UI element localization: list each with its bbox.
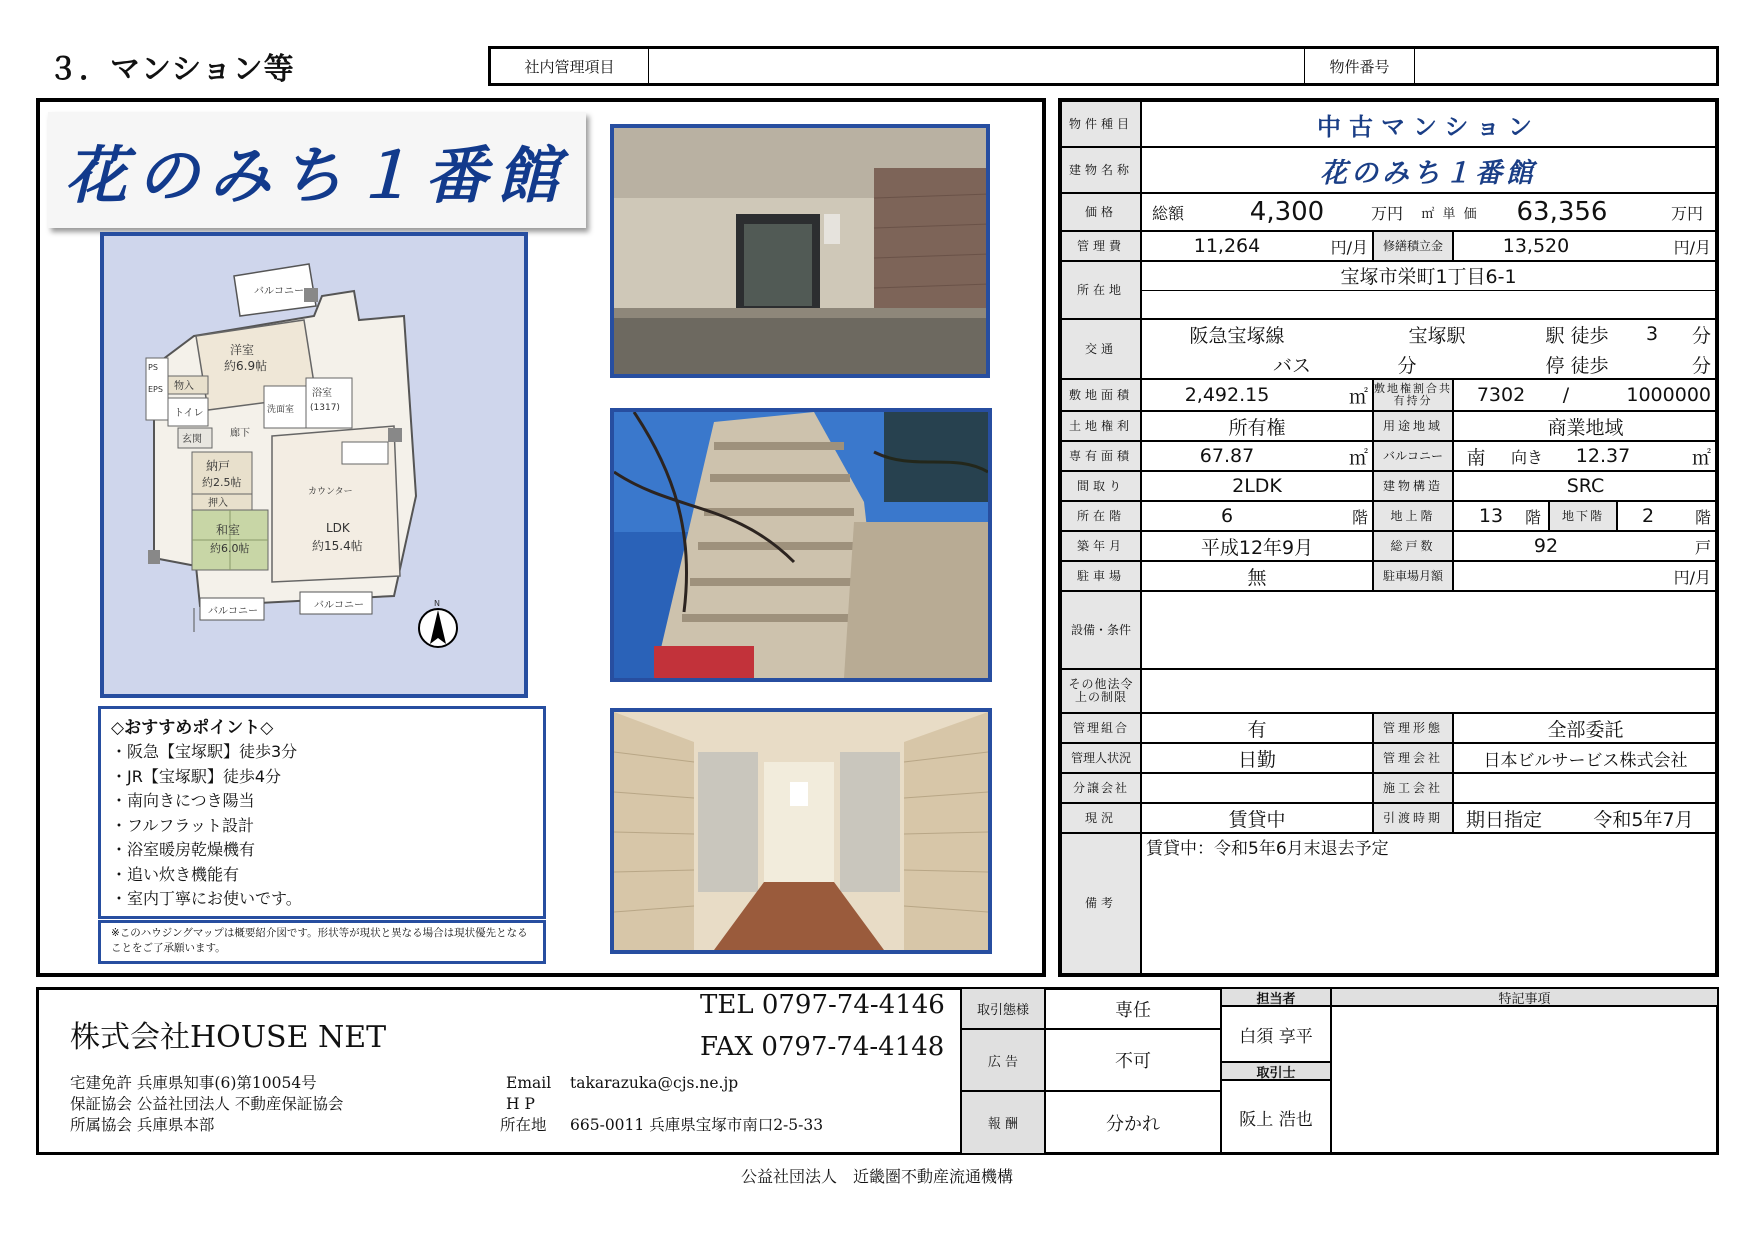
property-no-value[interactable] — [1415, 49, 1716, 83]
property-no-label: 物件番号 — [1305, 49, 1415, 83]
row-manager — [1062, 744, 1715, 774]
organization-name: 公益社団法人 近畿圏不動産流通機構 — [740, 1167, 1013, 1186]
fp-north: N — [434, 599, 440, 608]
mgmt-form-value: 全部委託 — [1547, 718, 1624, 741]
special-notes-label: 特記事項 — [1330, 987, 1719, 1007]
builder-value — [1456, 774, 1715, 802]
structure-label: 建物構造 — [1372, 472, 1454, 500]
fp-closet-size: 約2.5帖 — [202, 476, 242, 489]
licensed-agent-value: 阪上 浩也 — [1220, 1079, 1332, 1155]
row-built — [1062, 532, 1715, 562]
row-layout — [1062, 472, 1715, 502]
balcony-direction: 南 — [1466, 446, 1486, 469]
repair-fund-unit: 円/月 — [1673, 237, 1711, 257]
total-units-label: 総戸数 — [1372, 532, 1454, 560]
fp-ps: PS — [148, 363, 158, 372]
internal-mgmt-value[interactable] — [649, 49, 1305, 83]
fp-bath-size: (1317) — [310, 403, 340, 413]
row-type — [1062, 102, 1715, 148]
remarks-label: 備考 — [1062, 834, 1142, 973]
mailbox-photo — [610, 708, 992, 954]
unit-price-unit: 万円 — [1670, 203, 1703, 223]
status-value: 賃貸中 — [1228, 808, 1286, 831]
built-label: 築年月 — [1062, 532, 1142, 560]
station-name: 宝塚駅 — [1408, 324, 1466, 347]
building-name-text: 花のみち１番館 — [64, 138, 569, 212]
floor-area-value: 67.87 — [1199, 445, 1255, 467]
site-area-label: 敷地面積 — [1062, 380, 1142, 410]
price-label: 価格 — [1062, 194, 1142, 230]
below-ground-unit: 階 — [1694, 507, 1711, 527]
recommended-points-title: ◇おすすめポイント◇ — [111, 718, 274, 738]
manager-value: 日勤 — [1237, 748, 1276, 771]
building-name-value: 花のみち１番館 — [1320, 157, 1537, 189]
land-right-label: 土地権利 — [1062, 412, 1142, 440]
fp-ldk: LDK — [326, 521, 350, 535]
parking-fee-label: 駐車場月額 — [1372, 562, 1454, 590]
advertising-label: 広 告 — [960, 1028, 1046, 1092]
total-units-unit: 戸 — [1694, 537, 1711, 557]
land-share-denominator: 1000000 — [1626, 384, 1711, 406]
type-label: 物件種目 — [1062, 102, 1142, 146]
mgmt-fee-label: 管理費 — [1062, 232, 1142, 260]
row-management-fees — [1062, 232, 1715, 262]
company-address-label: 所在地 — [500, 1116, 547, 1134]
fp-washroom: 洗面室 — [267, 405, 295, 415]
entrance-photo — [610, 124, 990, 378]
fp-japanese-size: 約6.0帖 — [210, 542, 250, 555]
fp-counter: カウンター — [308, 487, 353, 497]
mgmt-fee-unit: 円/月 — [1330, 237, 1368, 257]
floor-value: 6 — [1220, 505, 1234, 527]
unit-price-value: 63,356 — [1516, 197, 1608, 227]
legal-label: その他法令上の制限 — [1062, 670, 1142, 712]
floor-unit: 階 — [1351, 507, 1368, 527]
handover-date: 令和5年7月 — [1593, 808, 1694, 831]
seller-value — [1142, 774, 1372, 802]
row-floor-area — [1062, 442, 1715, 472]
building-photo — [610, 408, 992, 682]
zoning-value: 商業地域 — [1547, 416, 1624, 439]
remarks-value: 賃貸中：令和5年6月末退去予定 — [1146, 839, 1389, 859]
repair-fund-label: 修繕積立金 — [1372, 232, 1454, 260]
fp-toilet: トイレ — [174, 408, 204, 419]
land-share-separator: / — [1562, 384, 1570, 406]
fp-balcony-right: バルコニー — [314, 600, 364, 611]
disclaimer-note: ※このハウジングマップは概要紹介図です。形状等が現状と異なる場合は現状優先となることをご了承願います。 — [98, 920, 546, 964]
company-fax: FAX 0797-74-4148 — [700, 1032, 945, 1062]
section-title: ３．マンション等 — [48, 52, 295, 87]
stop-walk-label: 停 徒歩 — [1545, 354, 1609, 377]
handover-label: 引渡時期 — [1372, 804, 1454, 832]
zoning-label: 用途地域 — [1372, 412, 1454, 440]
price-unit: 万円 — [1370, 203, 1403, 223]
status-label: 現況 — [1062, 804, 1142, 832]
parking-label: 駐車場 — [1062, 562, 1142, 590]
row-floor — [1062, 502, 1715, 532]
row-remarks — [1062, 834, 1715, 973]
fp-ldk-size: 約15.4帖 — [312, 539, 363, 553]
company-affiliation: 所属協会 兵庫県本部 — [70, 1116, 215, 1134]
point-item: ・阪急【宝塚駅】徒歩3分 — [111, 742, 298, 761]
fp-western: 洋室 — [230, 343, 255, 357]
floor-area-unit: ㎡ — [1348, 446, 1368, 469]
row-seller — [1062, 774, 1715, 804]
union-value: 有 — [1247, 718, 1267, 741]
fp-corridor: 廊下 — [230, 428, 250, 439]
point-item: ・浴室暖房乾燥機有 — [111, 840, 256, 859]
property-spec-table — [1058, 98, 1719, 977]
legal-value — [1142, 670, 1715, 712]
line-name: 阪急宝塚線 — [1189, 324, 1285, 347]
above-ground-label: 地上階 — [1372, 502, 1454, 530]
layout-value: 2LDK — [1232, 475, 1282, 497]
total-units-value: 92 — [1533, 535, 1559, 557]
floor-plan-drawing — [104, 236, 524, 694]
point-item: ・追い炊き機能有 — [111, 864, 240, 884]
above-ground-value: 13 — [1478, 505, 1504, 527]
above-ground-unit: 階 — [1524, 507, 1541, 527]
site-area-unit: ㎡ — [1348, 385, 1368, 408]
bus-minutes: 分 — [1397, 354, 1417, 377]
address-divider — [1142, 290, 1715, 291]
row-facility — [1062, 592, 1715, 670]
deal-type-value: 専任 — [1044, 987, 1222, 1030]
row-land-right — [1062, 412, 1715, 442]
row-parking — [1062, 562, 1715, 592]
repair-fund-value: 13,520 — [1502, 235, 1570, 257]
building-name-banner — [48, 112, 586, 228]
homepage-label: H P — [506, 1095, 535, 1113]
row-legal-restrictions — [1062, 670, 1715, 714]
company-guarantee: 保証協会 公益社団法人 不動産保証協会 — [70, 1095, 344, 1113]
structure-value: SRC — [1566, 475, 1605, 497]
fp-eps: EPS — [148, 385, 163, 394]
station-walk-label: 駅 徒歩 — [1545, 324, 1609, 347]
land-right-value: 所有権 — [1228, 416, 1286, 439]
commission-value: 分かれ — [1044, 1090, 1222, 1155]
contact-label: 担当者 — [1220, 987, 1332, 1007]
fp-balcony-top: バルコニー — [254, 286, 304, 297]
row-price — [1062, 194, 1715, 232]
company-tel: TEL 0797-74-4146 — [700, 990, 945, 1020]
below-ground-label: 地下階 — [1548, 502, 1618, 530]
recommended-points — [98, 706, 546, 919]
parking-fee-unit: 円/月 — [1673, 567, 1711, 587]
licensed-agent-label: 取引士 — [1220, 1061, 1332, 1081]
builder-label: 施工会社 — [1372, 774, 1454, 802]
mgmt-fee-value: 11,264 — [1193, 235, 1261, 257]
balcony-area-value: 12.37 — [1575, 445, 1631, 467]
point-item: ・南向きにつき陽当 — [111, 791, 255, 810]
fp-storage: 物入 — [174, 381, 194, 392]
row-status — [1062, 804, 1715, 834]
type-value: 中古マンション — [1317, 112, 1540, 141]
fp-closet: 納戸 — [206, 459, 231, 473]
fp-western-size: 約6.9帖 — [224, 359, 268, 373]
address-value: 宝塚市栄町1丁目6-1 — [1340, 265, 1517, 288]
facility-value — [1142, 592, 1715, 668]
parking-value: 無 — [1247, 566, 1267, 589]
built-value: 平成12年9月 — [1200, 536, 1314, 559]
site-area-value: 2,492.15 — [1184, 384, 1270, 406]
advertising-value: 不可 — [1044, 1028, 1222, 1092]
company-license: 宅建免許 兵庫県知事(6)第10054号 — [70, 1074, 317, 1092]
transaction-info — [960, 987, 1719, 1155]
bus-label: バス — [1272, 354, 1311, 377]
point-item: ・JR【宝塚駅】徒歩4分 — [111, 766, 282, 786]
row-building-name — [1062, 148, 1715, 194]
balcony-direction-suffix: 向き — [1510, 447, 1543, 467]
row-address — [1062, 262, 1715, 320]
contact-value: 白須 享平 — [1220, 1005, 1332, 1063]
facility-label: 設備・条件 — [1062, 592, 1142, 668]
unit-price-label: ㎡ 単 価 — [1421, 206, 1479, 222]
point-item: ・フルフラット設計 — [111, 815, 255, 835]
floor-plan — [100, 232, 528, 698]
balcony-label: バルコニー — [1372, 442, 1454, 470]
company-address: 665-0011 兵庫県宝塚市南口2-5-33 — [570, 1116, 824, 1134]
point-item: ・室内丁寧にお使いです。 — [111, 889, 302, 908]
seller-label: 分譲会社 — [1062, 774, 1142, 802]
mgmt-form-label: 管理形態 — [1372, 714, 1454, 742]
stop-walk-unit: 分 — [1691, 354, 1711, 377]
mgmt-company-value: 日本ビルサービス株式会社 — [1483, 750, 1688, 771]
price-total-value: 4,300 — [1249, 197, 1325, 227]
internal-mgmt-label: 社内管理項目 — [491, 49, 649, 83]
email-value[interactable]: takarazuka@cjs.ne.jp — [570, 1074, 739, 1092]
email-label: Email — [506, 1074, 552, 1092]
land-share-label: 敷地権割合共有持分 — [1372, 380, 1454, 410]
price-total-label: 総額 — [1152, 203, 1185, 223]
fp-japanese: 和室 — [216, 523, 241, 537]
internal-management-bar — [488, 46, 1719, 86]
row-union — [1062, 714, 1715, 744]
building-name-label: 建物名称 — [1062, 148, 1142, 192]
fp-bath: 浴室 — [312, 388, 332, 399]
layout-label: 間取り — [1062, 472, 1142, 500]
station-walk-unit: 分 — [1691, 324, 1711, 347]
fp-entrance: 玄関 — [182, 434, 202, 445]
commission-label: 報 酬 — [960, 1090, 1046, 1155]
special-notes-value — [1330, 1005, 1719, 1155]
handover-value: 期日指定 — [1466, 808, 1543, 831]
company-name: 株式会社HOUSE NET — [70, 1020, 387, 1055]
union-label: 管理組合 — [1062, 714, 1142, 742]
address-label: 所在地 — [1062, 262, 1142, 318]
balcony-area-unit: ㎡ — [1691, 446, 1711, 469]
below-ground-value: 2 — [1641, 505, 1655, 527]
land-share-numerator: 7302 — [1476, 384, 1526, 406]
row-transport — [1062, 320, 1715, 380]
fp-balcony-left: バルコニー — [208, 606, 258, 617]
fp-oshiire: 押入 — [208, 498, 228, 509]
manager-label: 管理人状況 — [1062, 744, 1142, 772]
station-walk-value: 3 — [1645, 323, 1659, 345]
floor-label: 所在階 — [1062, 502, 1142, 530]
deal-type-label: 取引態様 — [960, 987, 1046, 1030]
mgmt-company-label: 管理会社 — [1372, 744, 1454, 772]
transport-label: 交通 — [1062, 320, 1142, 378]
floor-area-label: 専有面積 — [1062, 442, 1142, 470]
row-site-area — [1062, 380, 1715, 412]
